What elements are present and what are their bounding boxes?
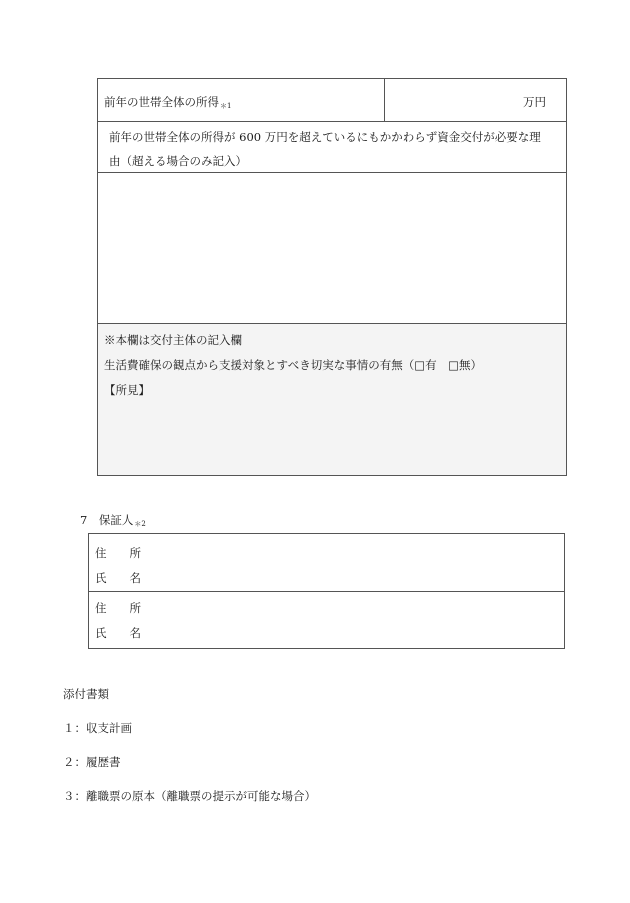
income-unit: 万円 — [523, 95, 546, 109]
attachment-item-1: １：収支計画 — [63, 721, 132, 735]
guarantor-1-address-label: 住 所 — [95, 546, 141, 560]
attachments-heading: 添付書類 — [63, 687, 109, 701]
reason-text-line2: 由（超える場合のみ記入） — [109, 154, 247, 168]
guarantor-divider — [88, 591, 565, 592]
attachment-item-3: ３：離職票の原本（離職票の提示が可能な場合） — [63, 789, 316, 803]
guarantor-2-address-label: 住 所 — [95, 601, 141, 615]
attachment-item-2: ２：履歴書 — [63, 755, 121, 769]
income-divider — [384, 78, 385, 121]
authority-question: 生活費確保の観点から支援対象とすべき切実な事情の有無（□有 □無） — [104, 358, 482, 372]
guarantor-1-name-label: 氏 名 — [95, 571, 141, 585]
income-row-divider — [97, 121, 567, 122]
authority-opinion-label: 【所見】 — [104, 383, 150, 397]
reason-text-line1: 前年の世帯全体の所得が 600 万円を超えているにもかかわらず資金交付が必要な理 — [109, 130, 541, 144]
guarantor-2-name-label: 氏 名 — [95, 626, 141, 640]
authority-note: ※本欄は交付主体の記入欄 — [104, 333, 242, 347]
reason-entry-field[interactable] — [98, 173, 566, 323]
authority-row-divider — [97, 323, 567, 324]
guarantor-heading: 7 保証人$_{*2}$ — [80, 513, 146, 528]
income-label: 前年の世帯全体の所得$_{*1}$ — [104, 95, 232, 110]
